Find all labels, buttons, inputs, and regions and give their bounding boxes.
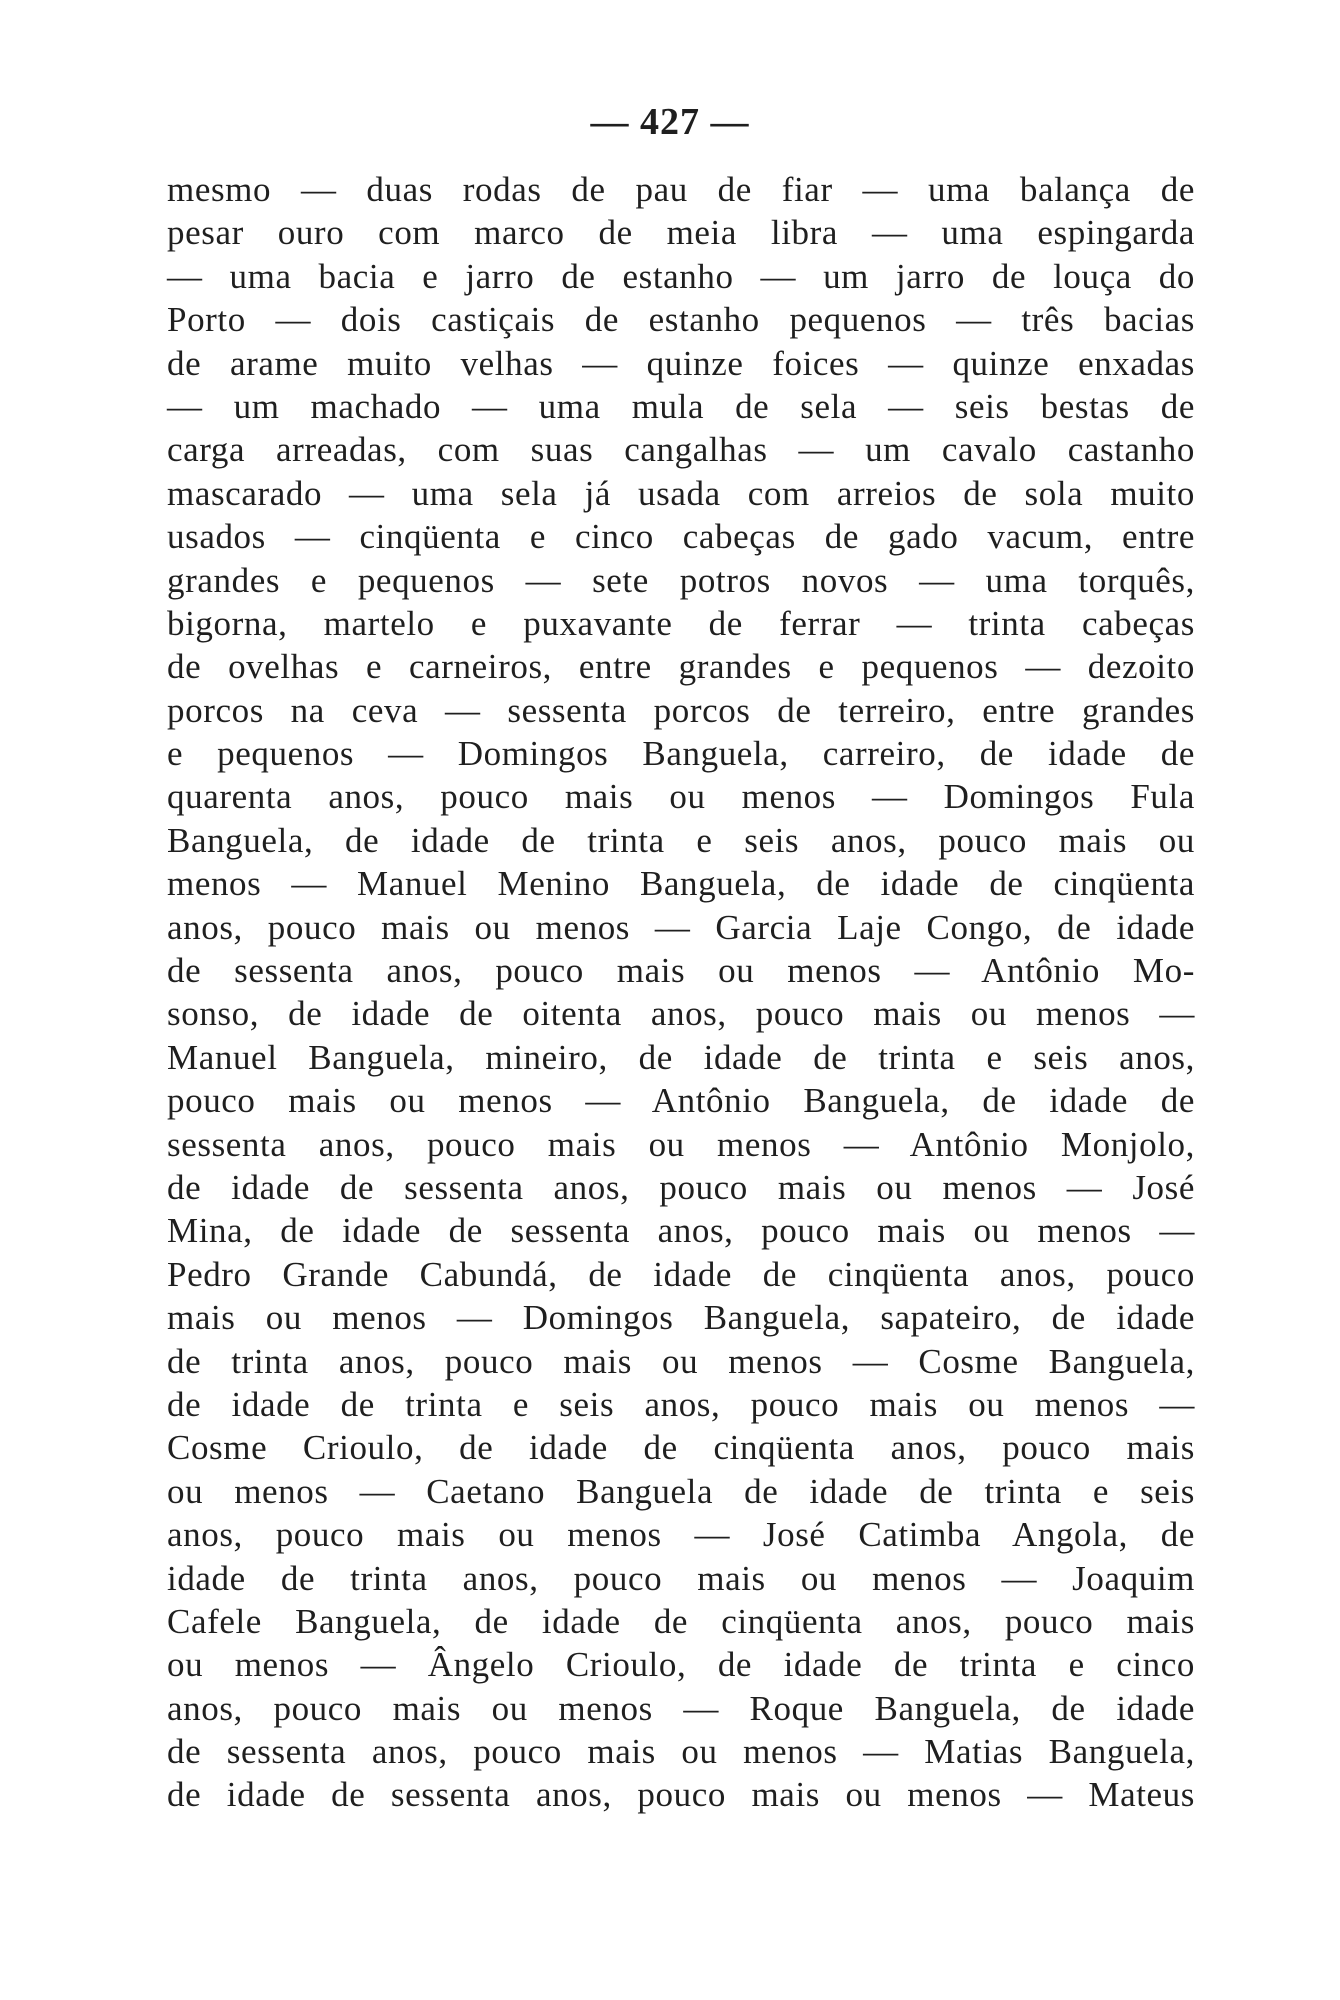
text-line: pouco mais ou menos — Antônio Banguela, de idade de — [167, 1081, 1195, 1121]
body-text — [167, 168, 1195, 1817]
text-line: sonso, de idade de oitenta anos, pouco mais ou menos — — [167, 994, 1195, 1034]
text-line: Banguela, de idade de trinta e seis anos, pouco mais ou — [167, 820, 1195, 860]
text-line: Cafele Banguela, de idade de cinqüenta anos, pouco mais — [167, 1601, 1195, 1641]
text-line: — um machado — uma mula de sela — seis bestas de — [167, 386, 1195, 426]
text-line: quarenta anos, pouco mais ou menos — Domingos Fula — [167, 777, 1195, 817]
text-line: bigorna, martelo e puxavante de ferrar — trinta cabeças — [167, 603, 1195, 643]
text-line: pesar ouro com marco de meia libra — uma espingarda — [167, 213, 1195, 253]
text-line: porcos na ceva — sessenta porcos de terreiro, entre grandes — [167, 690, 1195, 730]
text-line: anos, pouco mais ou menos — José Catimba Angola, de — [167, 1515, 1195, 1555]
text-line: ou menos — Ângelo Crioulo, de idade de trinta e cinco — [167, 1645, 1195, 1685]
text-line: mesmo — duas rodas de pau de fiar — uma balança de — [167, 170, 1195, 209]
text-line: sessenta anos, pouco mais ou menos — Antônio Monjolo, — [167, 1124, 1195, 1164]
text-line: ou menos — Caetano Banguela de idade de trinta e seis — [167, 1471, 1195, 1511]
text-line: mascarado — uma sela já usada com arreios de sola muito — [167, 473, 1195, 513]
text-line: Porto — dois castiçais de estanho pequenos — três bacias — [167, 300, 1195, 340]
text-line: carga arreadas, com suas cangalhas — um cavalo castanho — [167, 430, 1195, 470]
page-number: — 427 — — [590, 101, 750, 143]
text-line: Cosme Crioulo, de idade de cinqüenta anos, pouco mais — [167, 1428, 1195, 1468]
text-line: de arame muito velhas — quinze foices — quinze enxadas — [167, 343, 1195, 383]
text-line: de idade de sessenta anos, pouco mais ou menos — Mateus — [167, 1775, 1195, 1815]
text-line: usados — cinqüenta e cinco cabeças de gado vacum, entre — [167, 517, 1195, 557]
text-line: de idade de trinta e seis anos, pouco mais ou menos — — [167, 1384, 1195, 1424]
text-line: Mina, de idade de sessenta anos, pouco mais ou menos — — [167, 1211, 1195, 1251]
text-line: mais ou menos — Domingos Banguela, sapateiro, de idade — [167, 1298, 1195, 1338]
text-line: de trinta anos, pouco mais ou menos — Cosme Banguela, — [167, 1341, 1195, 1381]
text-line: menos — Manuel Menino Banguela, de idade de cinqüenta — [167, 864, 1195, 904]
text-line: de ovelhas e carneiros, entre grandes e pequenos — dezoito — [167, 647, 1195, 687]
text-line: anos, pouco mais ou menos — Garcia Laje Congo, de idade — [167, 907, 1195, 947]
text-line: Pedro Grande Cabundá, de idade de cinqüenta anos, pouco — [167, 1254, 1195, 1294]
text-line: Manuel Banguela, mineiro, de idade de trinta e seis anos, — [167, 1037, 1195, 1077]
text-line: de idade de sessenta anos, pouco mais ou menos — José — [167, 1167, 1195, 1207]
text-line: grandes e pequenos — sete potros novos — uma torquês, — [167, 560, 1195, 600]
text-line: de sessenta anos, pouco mais ou menos — Matias Banguela, — [167, 1732, 1195, 1772]
text-line: e pequenos — Domingos Banguela, carreiro, de idade de — [167, 734, 1195, 774]
text-line: — uma bacia e jarro de estanho — um jarro de louça do — [167, 256, 1195, 296]
text-line: de sessenta anos, pouco mais ou menos — Antônio Mo- — [167, 951, 1195, 991]
text-line: idade de trinta anos, pouco mais ou menos — Joaquim — [167, 1558, 1195, 1598]
text-line: anos, pouco mais ou menos — Roque Banguela, de idade — [167, 1688, 1195, 1728]
